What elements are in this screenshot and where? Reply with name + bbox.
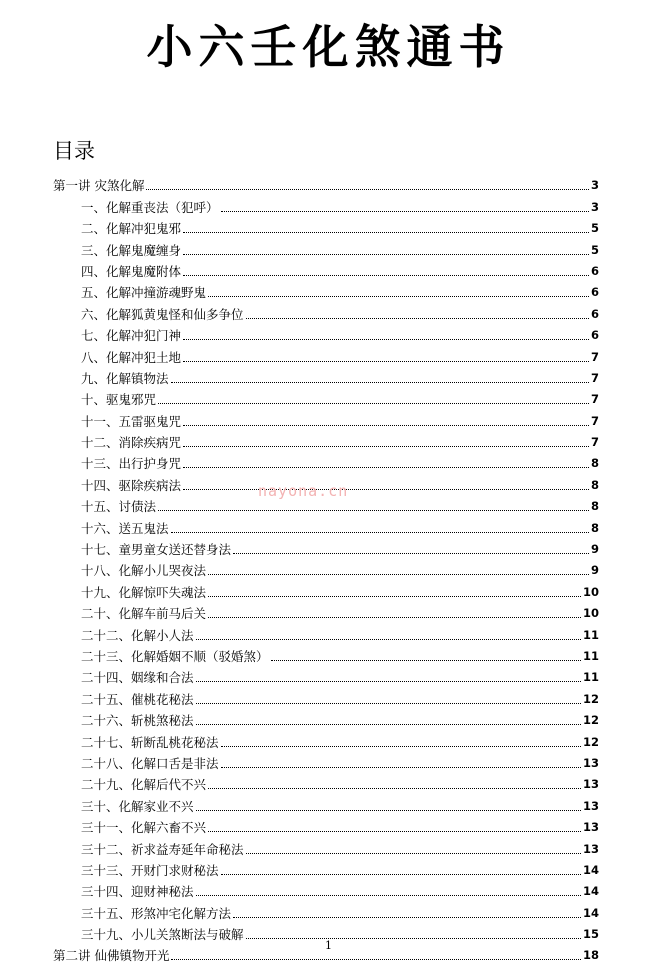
- toc-chapter-entry[interactable]: [53, 172, 599, 193]
- toc-dot-leader: [183, 446, 589, 447]
- toc-section-entry[interactable]: [53, 600, 599, 621]
- toc-entry-page: 14: [582, 862, 599, 877]
- toc-entry-page: 6: [590, 328, 599, 343]
- toc-entry-label: 第二讲 仙佛镇物开光: [53, 948, 170, 964]
- toc-dot-leader: [196, 810, 581, 811]
- watermark: nayona.cn: [258, 482, 349, 500]
- toc-entry-page: 5: [590, 242, 599, 257]
- toc-dot-leader: [183, 425, 589, 426]
- toc-dot-leader: [233, 917, 581, 918]
- toc-dot-leader: [208, 596, 581, 597]
- toc-section-entry[interactable]: [53, 386, 599, 407]
- toc-entry-page: 14: [582, 884, 599, 899]
- toc-section-entry[interactable]: [53, 536, 599, 557]
- toc-entry-page: 8: [590, 499, 599, 514]
- toc-entry-page: 12: [582, 734, 599, 749]
- toc-entry-page: 12: [582, 713, 599, 728]
- toc-entry-label: 二十九、化解后代不兴: [81, 777, 207, 793]
- toc-section-entry[interactable]: [53, 857, 599, 878]
- toc-entry-page: 6: [590, 285, 599, 300]
- toc-section-entry[interactable]: [53, 514, 599, 535]
- book-title: 小六壬化煞通书: [146, 20, 511, 74]
- toc-entry-label: 十九、化解惊吓失魂法: [81, 584, 207, 600]
- toc-entry-label: 三十五、形煞冲宅化解方法: [81, 905, 232, 921]
- toc-dot-leader: [208, 574, 589, 575]
- toc-entry-page: 12: [582, 691, 599, 706]
- toc-section-entry[interactable]: [53, 771, 599, 792]
- toc-heading: 目录: [53, 139, 95, 163]
- toc-section-entry[interactable]: [53, 792, 599, 813]
- toc-section-entry[interactable]: [53, 343, 599, 364]
- toc-entry-page: 7: [590, 413, 599, 428]
- toc-section-entry[interactable]: [53, 300, 599, 321]
- toc-entry-page: 11: [582, 670, 599, 685]
- toc-dot-leader: [246, 853, 581, 854]
- toc-dot-leader: [246, 318, 589, 319]
- toc-dot-leader: [183, 275, 589, 276]
- toc-entry-label: 二十八、化解口舌是非法: [81, 755, 219, 771]
- toc-dot-leader: [196, 681, 581, 682]
- toc-entry-page: 10: [582, 606, 599, 621]
- toc-entry-label: 九、化解镇物法: [81, 370, 169, 386]
- toc-entry-label: 七、化解冲犯门神: [81, 328, 182, 344]
- toc-entry-page: 7: [590, 370, 599, 385]
- toc-entry-label: 三、化解鬼魔缠身: [81, 242, 182, 258]
- toc-entry-label: 二十三、化解婚姻不顺（驳婚煞）: [81, 648, 269, 664]
- toc-entry-page: 8: [590, 477, 599, 492]
- toc-entry-page: 13: [582, 841, 599, 856]
- toc-entry-page: 8: [590, 456, 599, 471]
- toc-dot-leader: [221, 874, 581, 875]
- toc-entry-label: 八、化解冲犯土地: [81, 349, 182, 365]
- toc-entry-page: 10: [582, 584, 599, 599]
- toc-section-entry[interactable]: [53, 557, 599, 578]
- toc-entry-label: 十五、讨债法: [81, 499, 157, 515]
- toc-entry-page: 15: [582, 927, 599, 942]
- toc-entry-page: 11: [582, 627, 599, 642]
- toc-entry-page: 11: [582, 648, 599, 663]
- toc-dot-leader: [158, 510, 589, 511]
- toc-entry-label: 二十六、斩桃煞秘法: [81, 713, 194, 729]
- toc-entry-label: 六、化解狐黄鬼怪和仙多争位: [81, 306, 244, 322]
- toc-entry-label: 四、化解鬼魔附体: [81, 263, 182, 279]
- toc-section-entry[interactable]: [53, 728, 599, 749]
- toc-entry-label: 十六、送五鬼法: [81, 520, 169, 536]
- toc-dot-leader: [146, 189, 589, 190]
- toc-entry-label: 五、化解冲撞游魂野鬼: [81, 285, 207, 301]
- toc-entry-label: 十三、出行护身咒: [81, 456, 182, 472]
- toc-entry-page: 6: [590, 263, 599, 278]
- toc-dot-leader: [183, 339, 589, 340]
- toc-entry-page: 13: [582, 798, 599, 813]
- toc-entry-page: 7: [590, 392, 599, 407]
- toc-dot-leader: [208, 831, 581, 832]
- toc-entry-label: 三十、化解家业不兴: [81, 798, 194, 814]
- toc-dot-leader: [208, 788, 581, 789]
- toc-dot-leader: [233, 553, 589, 554]
- page-number: 1: [325, 939, 332, 952]
- toc-entry-page: 13: [582, 820, 599, 835]
- toc-entry-label: 三十三、开财门求财秘法: [81, 862, 219, 878]
- toc-entry-page: 5: [590, 221, 599, 236]
- toc-dot-leader: [221, 767, 581, 768]
- toc-entry-page: 7: [590, 435, 599, 450]
- toc-entry-label: 三十九、小儿关煞断法与破解: [81, 927, 244, 943]
- toc-section-entry[interactable]: [53, 707, 599, 728]
- toc-entry-label: 十四、驱除疾病法: [81, 477, 182, 493]
- toc-section-entry[interactable]: [53, 878, 599, 899]
- toc-entry-page: 18: [582, 948, 599, 963]
- toc-entry-label: 十一、五雷驱鬼咒: [81, 413, 182, 429]
- toc-entry-page: 13: [582, 777, 599, 792]
- toc-entry-label: 三十一、化解六畜不兴: [81, 820, 207, 836]
- toc-entry-label: 第一讲 灾煞化解: [53, 178, 145, 194]
- toc-entry-label: 十八、化解小儿哭夜法: [81, 563, 207, 579]
- toc-entry-page: 9: [590, 563, 599, 578]
- toc-entry-label: 十二、消除疾病咒: [81, 435, 182, 451]
- toc-entry-label: 一、化解重丧法（犯呼）: [81, 199, 219, 215]
- toc-section-entry[interactable]: [53, 814, 599, 835]
- toc-entry-label: 十、驱鬼邪咒: [81, 392, 157, 408]
- toc-dot-leader: [171, 382, 589, 383]
- toc-section-entry[interactable]: [53, 664, 599, 685]
- toc-dot-leader: [208, 617, 581, 618]
- toc-section-entry[interactable]: [53, 365, 599, 386]
- toc-section-entry[interactable]: [53, 835, 599, 856]
- toc-section-entry[interactable]: [53, 685, 599, 706]
- toc-dot-leader: [196, 895, 581, 896]
- toc-dot-leader: [271, 660, 581, 661]
- toc-section-entry[interactable]: [53, 193, 599, 214]
- toc-section-entry[interactable]: [53, 750, 599, 771]
- toc-entry-page: 8: [590, 520, 599, 535]
- toc-section-entry[interactable]: [53, 258, 599, 279]
- toc-entry-page: 7: [590, 349, 599, 364]
- toc-dot-leader: [183, 467, 589, 468]
- toc-entry-page: 3: [590, 178, 599, 193]
- toc-dot-leader: [183, 254, 589, 255]
- toc-dot-leader: [221, 211, 589, 212]
- toc-dot-leader: [171, 959, 581, 960]
- toc-entry-label: 二十、化解车前马后关: [81, 606, 207, 622]
- toc-entry-label: 二、化解冲犯鬼邪: [81, 221, 182, 237]
- toc-dot-leader: [196, 639, 581, 640]
- toc-section-entry[interactable]: [53, 621, 599, 642]
- toc-dot-leader: [208, 296, 589, 297]
- toc-entry-page: 13: [582, 755, 599, 770]
- toc-section-entry[interactable]: [53, 322, 599, 343]
- toc-entry-label: 二十四、姻缘和合法: [81, 670, 194, 686]
- toc-dot-leader: [158, 403, 589, 404]
- toc-dot-leader: [221, 746, 581, 747]
- toc-entry-page: 9: [590, 542, 599, 557]
- toc-section-entry[interactable]: [53, 643, 599, 664]
- toc-entry-label: 二十七、斩断乱桃花秘法: [81, 734, 219, 750]
- toc-section-entry[interactable]: [53, 450, 599, 471]
- toc-section-entry[interactable]: [53, 578, 599, 599]
- toc-section-entry[interactable]: [53, 407, 599, 428]
- toc-dot-leader: [183, 232, 589, 233]
- toc-section-entry[interactable]: [53, 429, 599, 450]
- toc-entry-label: 二十二、化解小人法: [81, 627, 194, 643]
- toc-section-entry[interactable]: [53, 279, 599, 300]
- toc-dot-leader: [183, 489, 589, 490]
- toc-entry-label: 三十四、迎财神秘法: [81, 884, 194, 900]
- toc-entry-label: 三十二、祈求益寿延年命秘法: [81, 841, 244, 857]
- toc-section-entry[interactable]: [53, 215, 599, 236]
- toc-entry-page: 6: [590, 306, 599, 321]
- table-of-contents: [53, 172, 599, 963]
- toc-dot-leader: [196, 703, 581, 704]
- toc-entry-label: 二十五、催桃花秘法: [81, 691, 194, 707]
- toc-entry-label: 十七、童男童女送还替身法: [81, 542, 232, 558]
- toc-dot-leader: [196, 724, 581, 725]
- toc-dot-leader: [183, 361, 589, 362]
- toc-section-entry[interactable]: [53, 899, 599, 920]
- toc-dot-leader: [171, 532, 589, 533]
- toc-entry-page: 14: [582, 905, 599, 920]
- toc-entry-page: 3: [590, 199, 599, 214]
- toc-section-entry[interactable]: [53, 236, 599, 257]
